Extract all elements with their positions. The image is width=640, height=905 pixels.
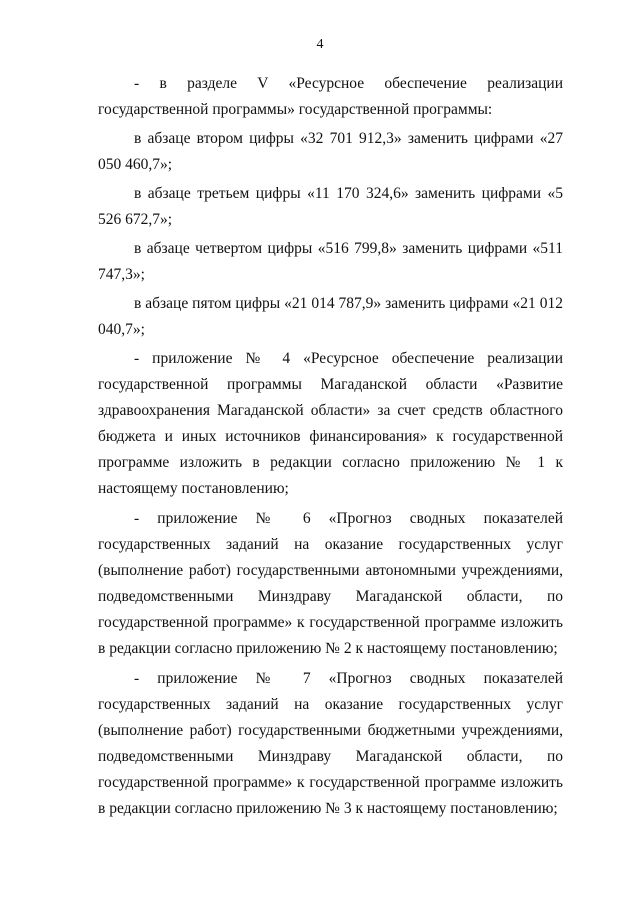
document-body bbox=[98, 71, 563, 822]
paragraph-appendix-7: - приложение № 7 «Прогноз сводных показателей государственных заданий на оказание государственных услуг (выполнение работ) государственными бюджетными учреждениями, подведомственными Минздраву Магаданской области, по государственной программе» к государственной программе изложить в редакции согласно приложению № 3 к настоящему постановлению; bbox=[98, 670, 563, 817]
paragraph-fifth-abzac: в абзаце пятом цифры «21 014 787,9» заменить цифрами «21 012 040,7»; bbox=[98, 295, 563, 338]
paragraph-second-abzac: в абзаце втором цифры «32 701 912,3» заменить цифрами «27 050 460,7»; bbox=[98, 130, 563, 173]
paragraph-third-abzac: в абзаце третьем цифры «11 170 324,6» заменить цифрами «5 526 672,7»; bbox=[98, 185, 563, 228]
paragraph-fourth-abzac: в абзаце четвертом цифры «516 799,8» заменить цифрами «511 747,3»; bbox=[98, 240, 563, 283]
paragraph-appendix-6: - приложение № 6 «Прогноз сводных показателей государственных заданий на оказание государственных услуг (выполнение работ) государственными автономными учреждениями, подведомственными Минздраву Магаданской области, по государственной программе» к государственной программе изложить в редакции согласно приложению № 2 к настоящему постановлению; bbox=[98, 510, 563, 657]
paragraph-appendix-4: - приложение № 4 «Ресурсное обеспечение реализации государственной программы Магаданской области «Развитие здравоохранения Магаданской области» за счет средств областного бюджета и иных источников финансирования» к государственной программе изложить в редакции согласно приложению № 1 к настоящему постановлению; bbox=[98, 350, 563, 497]
paragraph-section-v: - в разделе V «Ресурсное обеспечение реализации государственной программы» государственной программы: bbox=[98, 75, 563, 118]
page-number: 4 bbox=[316, 37, 324, 52]
